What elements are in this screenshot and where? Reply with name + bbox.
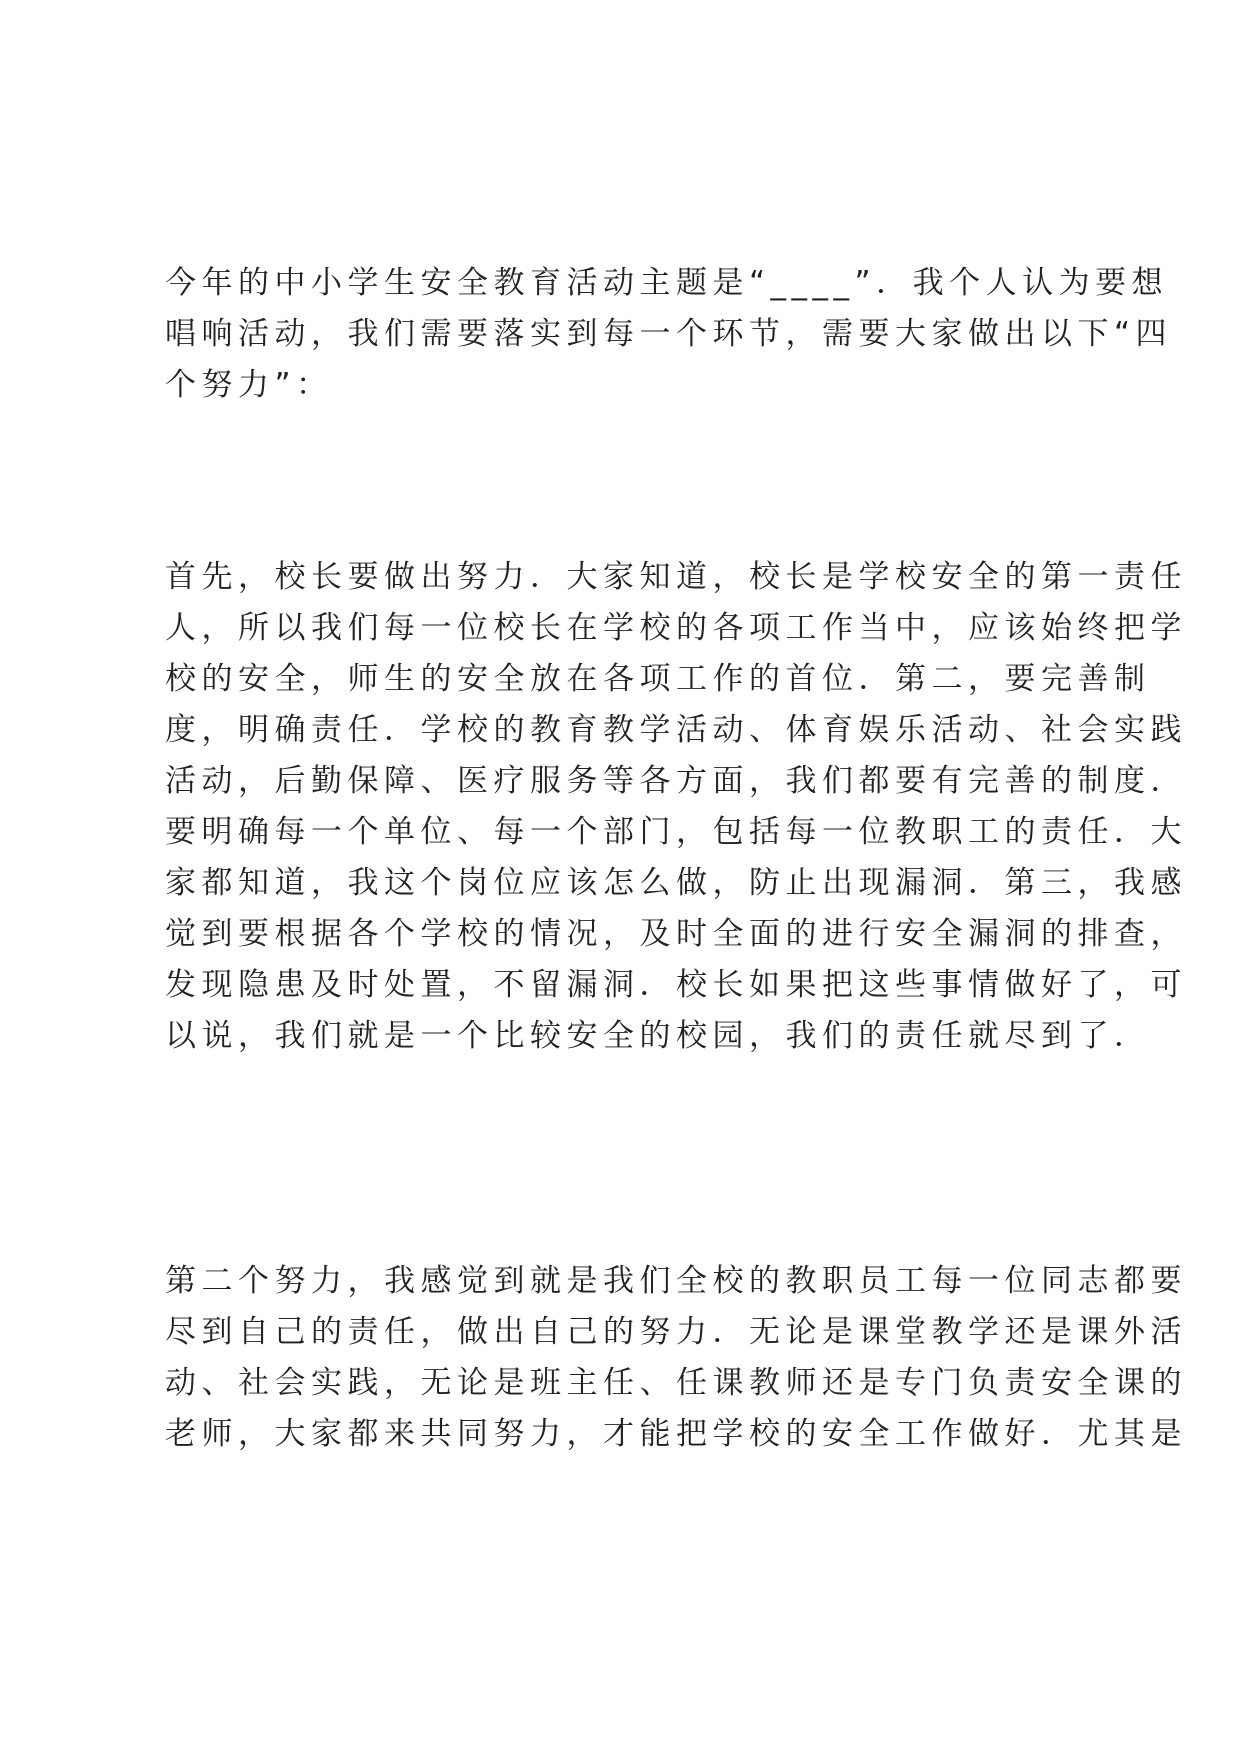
text-line: 首先，校长要做出努力．大家知道，校长是学校安全的第一责任 — [165, 559, 1187, 595]
text-line: 老师，大家都来共同努力，才能把学校的安全工作做好．尤其是 — [165, 1416, 1187, 1452]
text-line: 校的安全，师生的安全放在各项工作的首位．第二，要完善制 — [165, 661, 1151, 697]
text-line: 人，所以我们每一位校长在学校的各项工作当中，应该始终把学 — [165, 610, 1187, 646]
text-line: 动、社会实践，无论是班主任、任课教师还是专门负责安全课的 — [165, 1365, 1187, 1401]
text-line: 觉到要根据各个学校的情况，及时全面的进行安全漏洞的排查， — [165, 916, 1187, 952]
text-line: 第二个努力，我感觉到就是我们全校的教职员工每一位同志都要 — [165, 1263, 1187, 1299]
paragraph-staff-effort — [165, 1256, 1187, 1460]
text-line: 家都知道，我这个岗位应该怎么做，防止出现漏洞．第三，我感 — [165, 865, 1187, 901]
text-line: 活动，后勤保障、医疗服务等各方面，我们都要有完善的制度． — [165, 763, 1187, 799]
text-line: 今年的中小学生安全教育活动主题是“____”．我个人认为要想 — [165, 265, 1169, 301]
text-line: 要明确每一个单位、每一个部门，包括每一位教职工的责任．大 — [165, 814, 1187, 850]
text-line: 个努力”： — [165, 367, 333, 403]
paragraph-intro — [165, 258, 1173, 411]
paragraph-principal-effort — [165, 552, 1187, 1062]
text-line: 以说，我们就是一个比较安全的校园，我们的责任就尽到了． — [165, 1018, 1151, 1054]
text-line: 尽到自己的责任，做出自己的努力．无论是课堂教学还是课外活 — [165, 1314, 1187, 1350]
text-line: 发现隐患及时处置，不留漏洞．校长如果把这些事情做好了，可 — [165, 967, 1187, 1003]
text-line: 度，明确责任．学校的教育教学活动、体育娱乐活动、社会实践 — [165, 712, 1187, 748]
text-line: 唱响活动，我们需要落实到每一个环节，需要大家做出以下“四 — [165, 316, 1173, 352]
